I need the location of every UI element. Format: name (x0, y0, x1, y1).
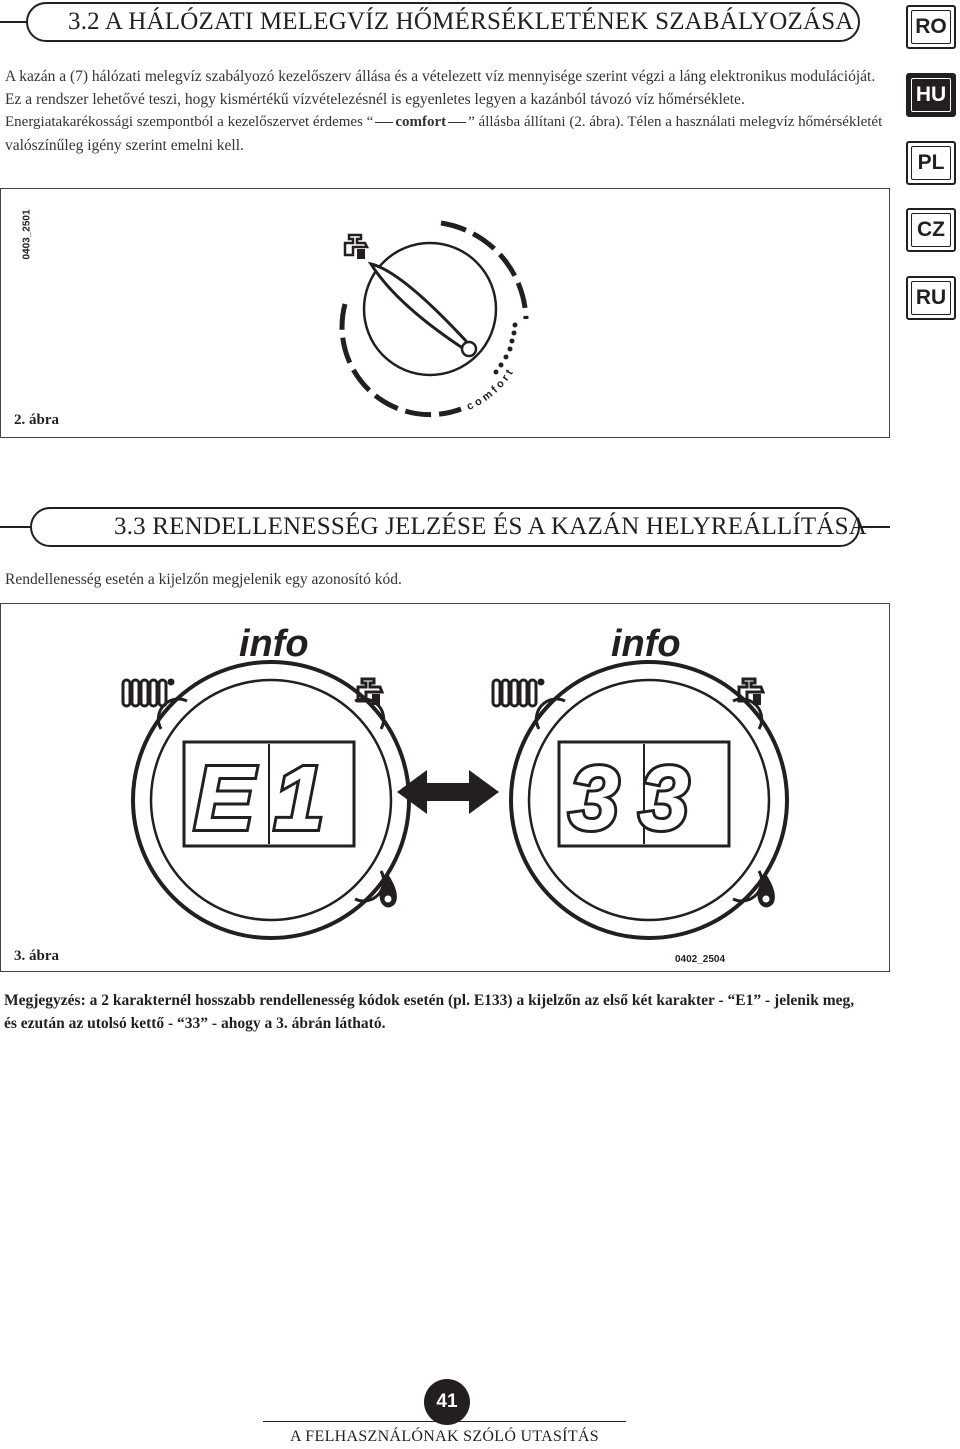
lang-tab-hu[interactable]: HU (906, 73, 956, 117)
dhw-dial (301, 209, 561, 449)
section-title-3-2: 3.2 A HÁLÓZATI MELEGVÍZ HŐMÉRSÉKLETÉNEK SZABÁLYOZÁSA (26, 2, 860, 42)
lang-tab-ro[interactable]: RO (906, 5, 956, 49)
body-line-4: valószínűleg igény szerint emelni kell. (5, 137, 244, 154)
info-label-left: info (239, 623, 309, 665)
figure-3-code: 0402_2504 (675, 954, 726, 965)
footer-rule (263, 1421, 626, 1422)
radiator-icon-right (493, 680, 543, 706)
figure-3-label: 3. ábra (14, 948, 59, 964)
section-3-3-body: Rendellenesség esetén a kijelzőn megjelenik egy azonosító kód. (5, 571, 402, 588)
info-label-right: info (611, 623, 681, 665)
lang-tab-pl[interactable]: PL (906, 141, 956, 185)
body-line-3 (5, 111, 895, 134)
section-header-3-2 (0, 2, 900, 46)
figure-2-frame (0, 188, 890, 438)
tap-icon (345, 235, 367, 259)
body-line-2: Ez a rendszer lehetővé teszi, hogy kismértékű vízvételezésnél is egyenletes legyen a kazánból távozó víz hőmérséklete. (5, 91, 745, 108)
section-3-2-body (5, 65, 895, 157)
left-panel (123, 623, 409, 938)
body-line-3-end: ” állásba állítani (2. ábra). Télen a használati melegvíz hőmérsékletét (468, 114, 883, 130)
figure-2-code: 0403_2501 (21, 209, 33, 260)
lcd-right-value: 33 (569, 749, 710, 849)
right-panel (493, 623, 787, 938)
figure-3-frame (0, 603, 890, 972)
section-header-3-3 (0, 507, 900, 551)
double-arrow (397, 770, 499, 814)
note-line-2: és ezután az utolsó kettő - “33” - ahogy a 3. ábrán látható. (4, 1015, 386, 1032)
lcd-left-value: E1 (194, 749, 345, 849)
comfort-dots (494, 323, 518, 375)
display-illustration (1, 604, 889, 971)
comfort-emphasis: comfort (395, 114, 447, 130)
page-number: 41 (424, 1379, 470, 1425)
footer-title: A FELHASZNÁLÓNAK SZÓLÓ UTASÍTÁS (290, 1428, 599, 1445)
section-title-3-3: 3.3 RENDELLENESSÉG JELZÉSE ÉS A KAZÁN HELYREÁLLÍTÁSA (30, 507, 860, 547)
figure-2-label: 2. ábra (14, 412, 59, 428)
lang-tab-cz[interactable]: CZ (906, 208, 956, 252)
comfort-scale-text: comfort (464, 365, 518, 413)
note-line-1: Megjegyzés: a 2 karakternél hosszabb rendellenesség kódok esetén (pl. E133) a kijelzőn az első két karakter - “E1” - jelenik meg, (4, 992, 855, 1009)
body-line-3-start: Energiatakarékossági szempontból a kezelőszervet érdemes “ (5, 114, 374, 130)
note-block (4, 989, 904, 1035)
lang-tab-ru[interactable]: RU (906, 276, 956, 320)
body-line-1: A kazán a (7) hálózati melegvíz szabályozó kezelőszerv állása és a vételezett víz mennyisége szerint végzi a láng elektronikus modulációját. (5, 68, 876, 85)
